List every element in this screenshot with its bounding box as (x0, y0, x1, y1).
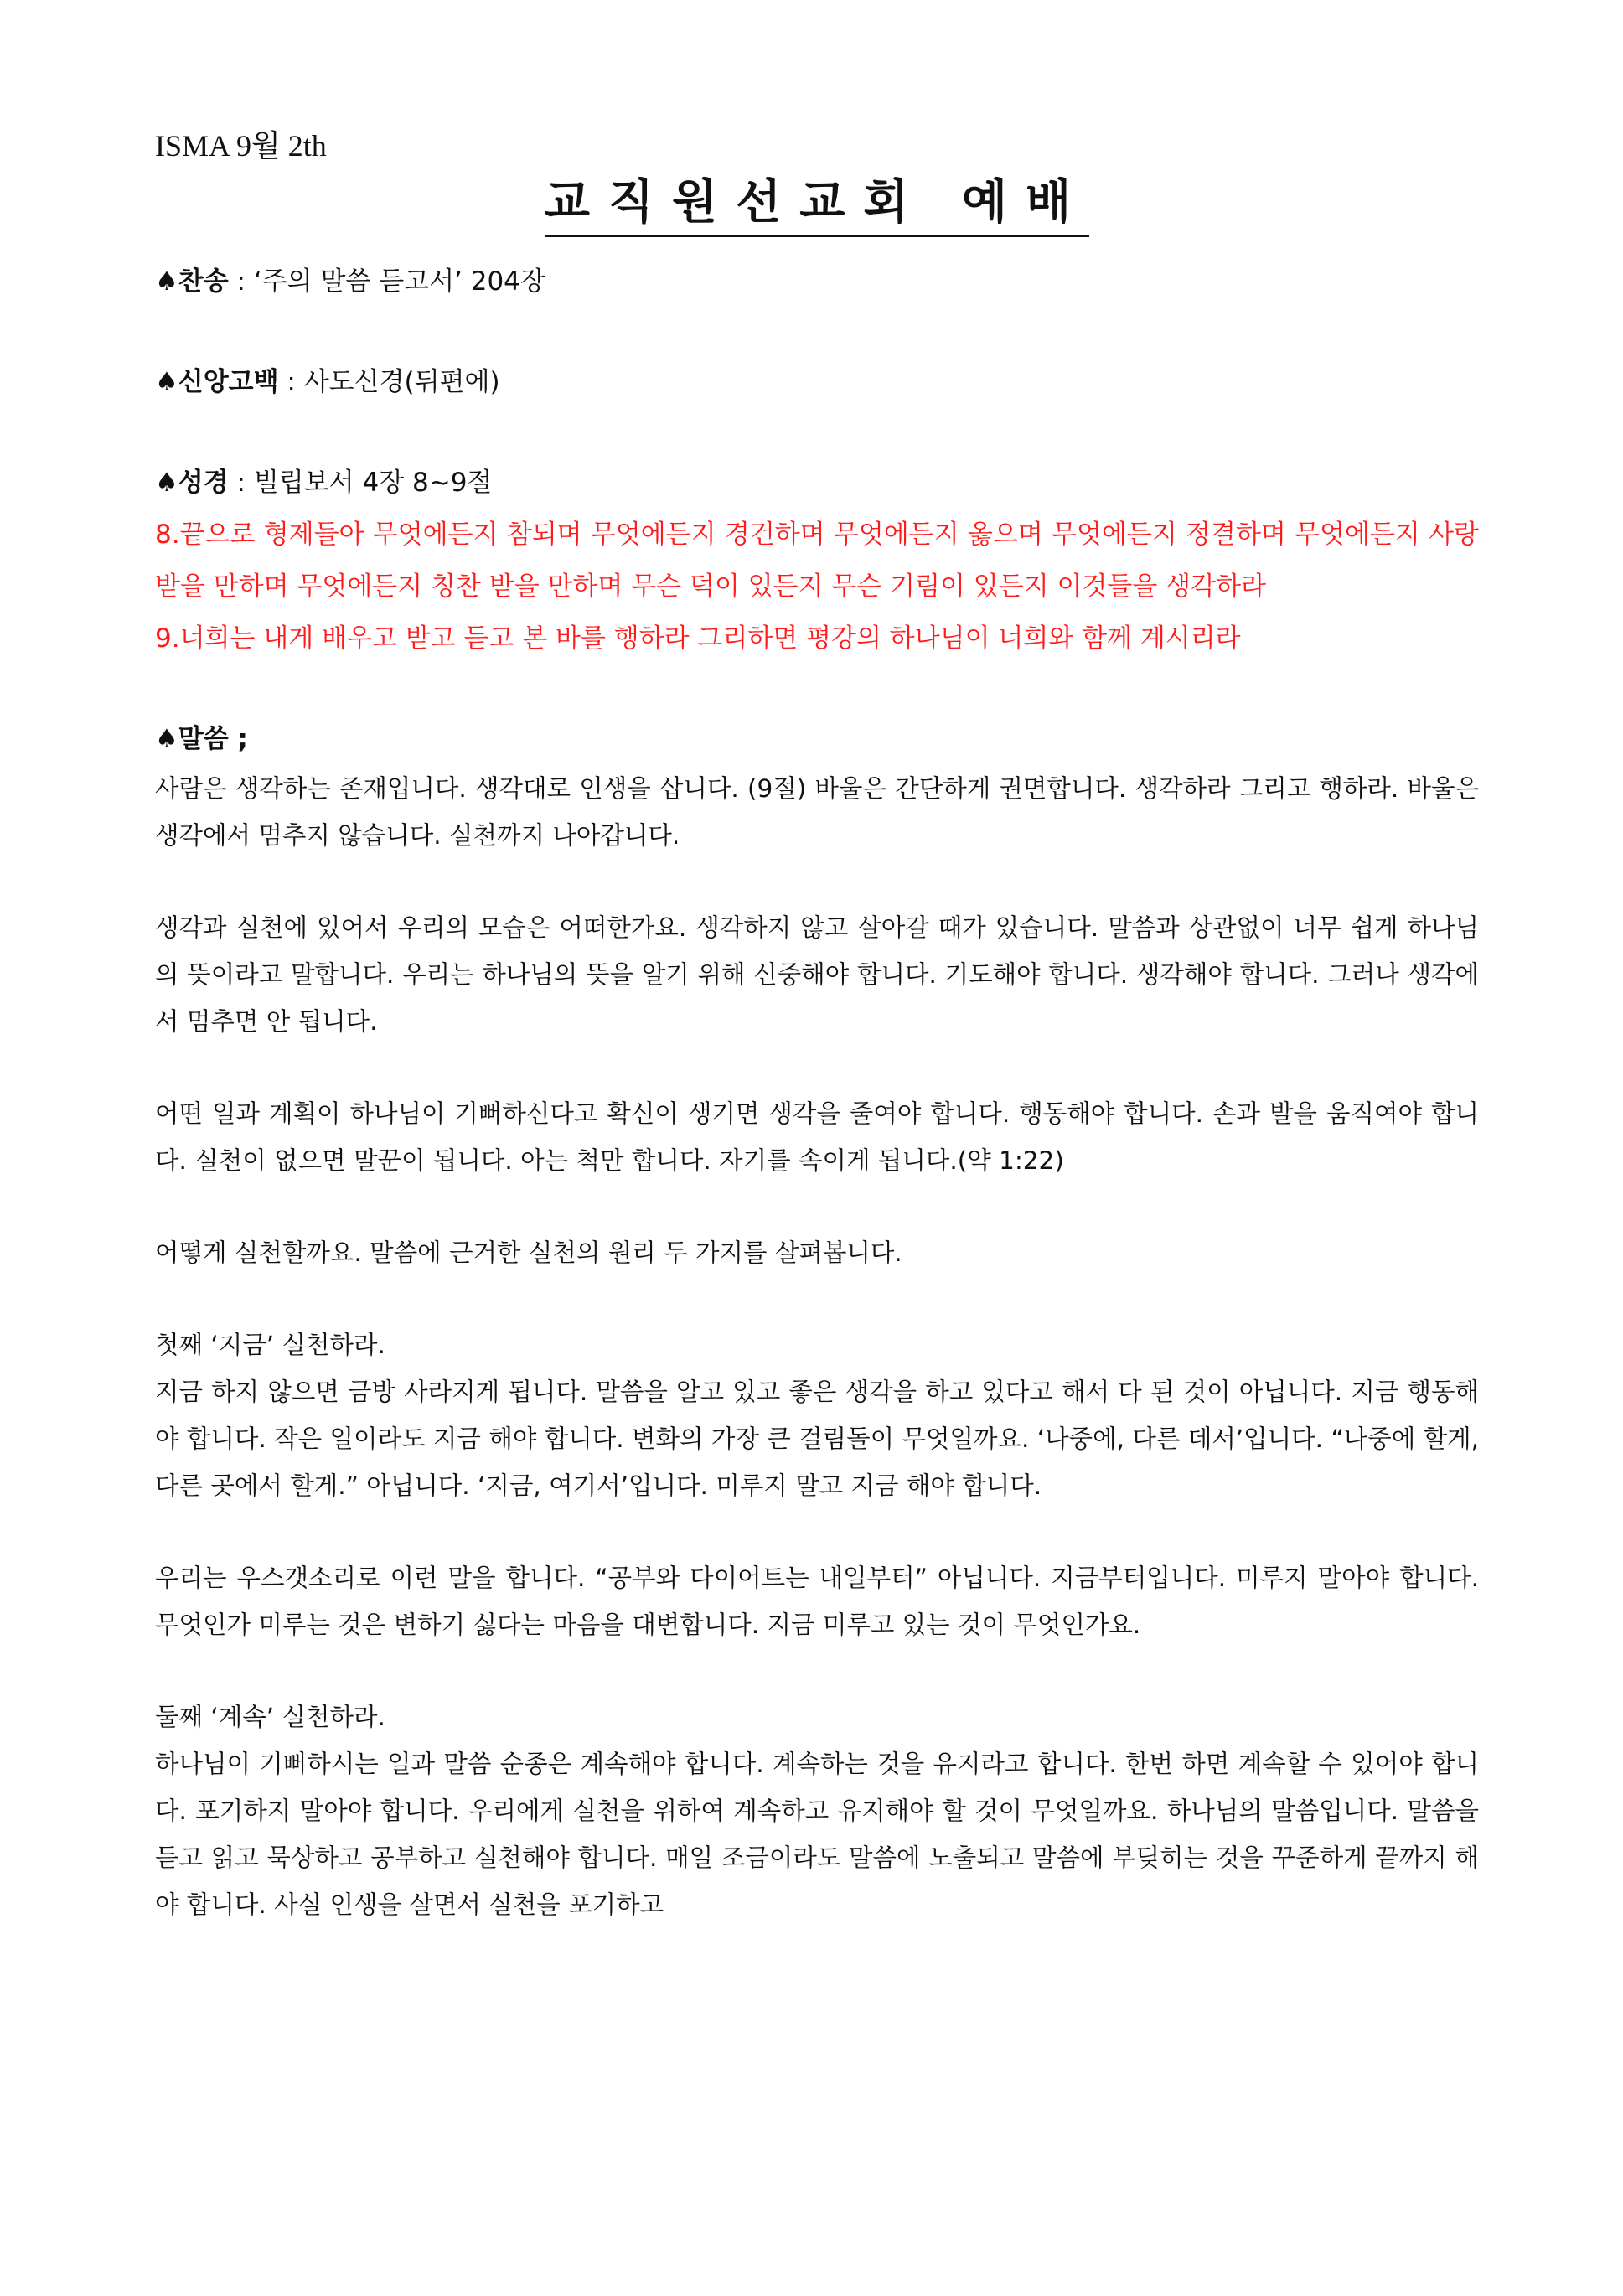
hymn-separator: : (228, 266, 254, 297)
creed-line (155, 356, 1479, 408)
scripture-line (155, 457, 1479, 509)
scripture-separator: : (228, 468, 254, 498)
creed-separator: : (278, 367, 304, 397)
sermon-paragraph-4: 어떻게 실천할까요. 말씀에 근거한 실천의 원리 두 가지를 살펴봅니다. (155, 1238, 902, 1267)
hymn-value: ‘주의 말씀 듣고서’ 204장 (253, 266, 545, 297)
sermon-paragraph-6: 우리는 우스갯소리로 이런 말을 합니다. “공부와 다이어트는 내일부터” 아닙니다. 지금부터입니다. 미루지 말아야 합니다. 무엇인가 미루는 것은 변하기 싫다는 마음을 대변합니다. 지금 미루고 있는 것이 무엇인가요. (155, 1564, 1479, 1639)
document-header: ISMA 9월 2th (155, 129, 327, 163)
hymn-line (155, 256, 1479, 308)
scripture-value: 빌립보서 4장 8~9절 (253, 468, 493, 498)
sermon-paragraph-1: 사람은 생각하는 존재입니다. 생각대로 인생을 삽니다. (9절) 바울은 간단하게 권면합니다. 생각하라 그리고 행하라. 바울은 생각에서 멈추지 않습니다. 실천까지 나아갑니다. (155, 774, 1479, 850)
second-point-heading: 둘째 ‘계속’ 실천하라. (155, 1703, 385, 1731)
sermon-separator: ; (228, 724, 248, 754)
sermon-paragraph-3: 어떤 일과 계획이 하나님이 기뻐하신다고 확신이 생기면 생각을 줄여야 합니다. 행동해야 합니다. 손과 발을 움직여야 합니다. 실천이 없으면 말꾼이 됩니다. 아는 척만 합니다. 자기를 속이게 됩니다.(약 1:22) (155, 1099, 1479, 1175)
document-page (155, 126, 1479, 1928)
scripture-label: ♠성경 (155, 468, 229, 498)
title-wrap (155, 173, 1479, 237)
sermon-paragraph-7: 하나님이 기뻐하시는 일과 말씀 순종은 계속해야 합니다. 계속하는 것을 유지라고 합니다. 한번 하면 계속할 수 있어야 합니다. 포기하지 말아야 합니다. 우리에게 실천을 위하여 계속하고 유지해야 할 것이 무엇일까요. 하나님의 말씀입니다. 말씀을 듣고 읽고 묵상하고 공부하고 실천해야 합니다. 매일 조금이라도 말씀에 노출되고 말씀에 부딪히는 것을 꾸준하게 끝까지 해야 합니다. 사실 인생을 살면서 실천을 포기하고 (155, 1750, 1479, 1919)
sermon-line (155, 713, 1479, 765)
creed-label: ♠신앙고백 (155, 367, 279, 397)
sermon-label: ♠말씀 (155, 724, 229, 754)
document-title: 교직원선교회 예배 (545, 173, 1089, 237)
creed-value: 사도신경(뒤편에) (303, 367, 500, 397)
verse-9: 9.너희는 내게 배우고 받고 듣고 본 바를 행하라 그리하면 평강의 하나님이 너희와 함께 계시리라 (155, 623, 1241, 654)
hymn-label: ♠찬송 (155, 266, 229, 297)
first-point-heading: 첫째 ‘지금’ 실천하라. (155, 1331, 385, 1359)
sermon-paragraph-2: 생각과 실천에 있어서 우리의 모습은 어떠한가요. 생각하지 않고 살아갈 때가 있습니다. 말씀과 상관없이 너무 쉽게 하나님의 뜻이라고 말합니다. 우리는 하나님의 뜻을 알기 위해 신중해야 합니다. 기도해야 합니다. 생각해야 합니다. 그러나 생각에서 멈추면 안 됩니다. (155, 913, 1479, 1036)
sermon-paragraph-5: 지금 하지 않으면 금방 사라지게 됩니다. 말씀을 알고 있고 좋은 생각을 하고 있다고 해서 다 된 것이 아닙니다. 지금 행동해야 합니다. 작은 일이라도 지금 해야 합니다. 변화의 가장 큰 걸림돌이 무엇일까요. ‘나중에, 다른 데서’입니다. “나중에 할게, 다른 곳에서 할게.” 아닙니다. ‘지금, 여기서’입니다. 미루지 말고 지금 해야 합니다. (155, 1378, 1479, 1500)
verse-8: 8.끝으로 형제들아 무엇에든지 참되며 무엇에든지 경건하며 무엇에든지 옳으며 무엇에든지 정결하며 무엇에든지 사랑 받을 만하며 무엇에든지 칭찬 받을 만하며 무슨 덕이 있든지 무슨 기림이 있든지 이것들을 생각하라 (155, 520, 1479, 602)
